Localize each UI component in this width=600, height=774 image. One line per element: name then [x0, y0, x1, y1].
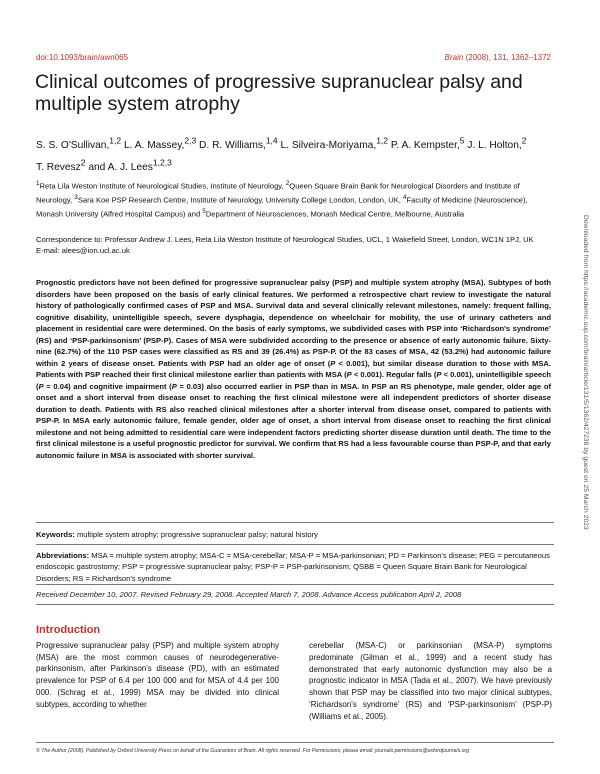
- author: L. Silveira-Moriyama,$^{1,2}$: [280, 136, 389, 152]
- journal-reference: (2008), 131, 1362–1372: [465, 53, 551, 62]
- download-watermark: Downloaded from https://academic.oup.com/brain/article/131/5/1362/427238 by guest on 25 March 2023: [582, 215, 589, 530]
- divider: [36, 584, 554, 585]
- paper-title: Clinical outcomes of progressive supranuclear palsy and multiple system atrophy: [35, 71, 523, 115]
- copyright-footer: © The Author (2008). Published by Oxford University Press on behalf of the Guarantors of Brain. All rights reserved. For Permissions, please email: journals.permissions@oxfordjournals.org: [36, 748, 470, 754]
- correspondence-email[interactable]: E-mail: alees@ion.ucl.ac.uk: [36, 246, 130, 256]
- doi-link[interactable]: doi:10.1093/brain/awn065: [36, 53, 129, 62]
- author: D. R. Williams,$^{1,4}$: [199, 136, 278, 152]
- journal-citation: [445, 53, 551, 62]
- introduction-left-column: [36, 625, 279, 711]
- introduction-text: Progressive supranuclear palsy (PSP) and multiple system atrophy (MSA) are the most common causes of neurodegenerative-parkinsonism, after Parkinson's disease (PD), with an estimated prevalence for PSP of 6.4 per 100 000 and for MSA of 4.4 per 100 000. (Schrag et al., 1999) MSA may be divided into clinical subtypes, according to whether: [36, 640, 279, 709]
- journal-name: Brain: [444, 53, 464, 62]
- introduction-heading: Introduction: [36, 624, 101, 636]
- keywords: Keywords: multiple system atrophy; progressive supranuclear palsy; natural history: [36, 530, 318, 539]
- received-dates: Received December 10, 2007. Revised February 29, 2008. Accepted March 7, 2008. Advance Access publication April 2, 2008: [36, 590, 462, 599]
- author: T. Revesz$^2$: [36, 157, 86, 173]
- author: P. A. Kempster,$^5$: [390, 136, 465, 152]
- author: and A. J. Lees$^{1,2,3}$: [88, 157, 172, 173]
- introduction-right-column: cerebellar (MSA-C) or parkinsonian (MSA-P) symptoms predominate (Gilman et al., 1999) and a recent study has demonstrated that early autonomic dysfunction may also be a prognostic indicator in MSA (Tada et al., 2007). We have previously shown that PSP may be classified into two major clinical subtypes, ‘Richardson's syndrome’ (RS) and ‘PSP-parkinsonism’ (PSP-P) (Williams et al., 2005).: [309, 641, 552, 721]
- divider: [36, 544, 554, 545]
- author: J. L. Holton,$^2$: [467, 136, 527, 152]
- abbreviations: Abbreviations: MSA = multiple system atrophy; MSA-C = MSA-cerebellar; MSA-P = MSA-parkinsonian; PD = Parkinson's disease; PEG = percutaneous endoscopic gastrostomy; PSP = progressive supranuclear palsy; PSP-P = PSP-parkinsonism; QSBB = Queen Square Brain Bank for Neurological Disorders; RS = Richardson's syndrome: [36, 551, 550, 583]
- divider: [36, 742, 554, 743]
- divider: [36, 604, 554, 605]
- correspondence: [36, 234, 556, 257]
- author: L. A. Massey,$^{2,3}$: [123, 136, 197, 152]
- author-list: [36, 133, 556, 176]
- correspondence-address: Correspondence to: Professor Andrew J. Lees, Reta Lila Weston Institute of Neurological Studies, UCL, 1 Wakefield Street, London, WC1N 1PJ, UK: [36, 235, 534, 244]
- author: S. S. O'Sullivan,$^{1,2}$: [36, 136, 122, 152]
- divider: [36, 522, 554, 523]
- abstract: Prognostic predictors have not been defined for progressive supranuclear palsy (PSP) and multiple system atrophy (MSA). Subtypes of both disorders have been proposed on the basis of early clinical features. We performed a retrospective chart review to investigate the natural history of pathologically confirmed cases of PSP and MSA. Survival data and several clinically relevant milestones, namely: frequent falling, cognitive disability, unintelligible speech, severe dysphagia, dependence on wheelchair for mobility, the use of urinary catheters and placement in residential care were determined. On the basis of early symptoms, we subdivided cases with PSP into ‘Richardson's syndrome’ (RS) and ‘PSP-parkinsonism’ (PSP-P). Cases of MSA were subdivided according to the presence or absence of early autonomic failure. Sixty-nine (62.7%) of the 110 PSP cases were classified as RS and 39 (26.4%) as PSP-P. Of the 83 cases of MSA, 42 (53.2%) had autonomic failure within 2 years of disease onset. Patients with PSP had an older age of onset (P < 0.001), but similar disease duration to those with MSA. Patients with PSP reached their first clinical milestone earlier than patients with MSA (P < 0.001). Regular falls (P < 0.001), unintelligible speech (P = 0.04) and cognitive impairment (P = 0.03) also occurred earlier in PSP than in MSA. In PSP an RS phenotype, male gender, older age of onset and a short interval from disease onset to reaching the first clinical milestone were all independent predictors of shorter disease duration to death. Patients with RS also reached clinical milestones after a shorter interval from disease onset, compared to patients with PSP-P. In MSA early autonomic failure, female gender, older age of onset, a short interval from disease onset to reaching the first clinical milestone and not being admitted to residential care were independent factors predicting shorter disease duration until death. The time to the first clinical milestone is a useful prognostic predictor for survival. We confirm that RS had a less favourable course than PSP-P, and that early autonomic failure in MSA is associated with shorter survival.: [36, 278, 552, 460]
- affiliations: $^1$Reta Lila Weston Institute of Neurological Studies, Institute of Neurology, $^2$Queen Square Brain Bank for Neurological Disorders and Institute of Neurology, $^3$Sara Koe PSP Research Centre, Institute of Neurology, University College London, London, UK, $^4$Faculty of Medicine (Neuroscience), Monash University (Alfred Hospital Campus) and $^5$Department of Neurosciences, Monash Medical Centre, Melbourne, Australia: [36, 180, 528, 219]
